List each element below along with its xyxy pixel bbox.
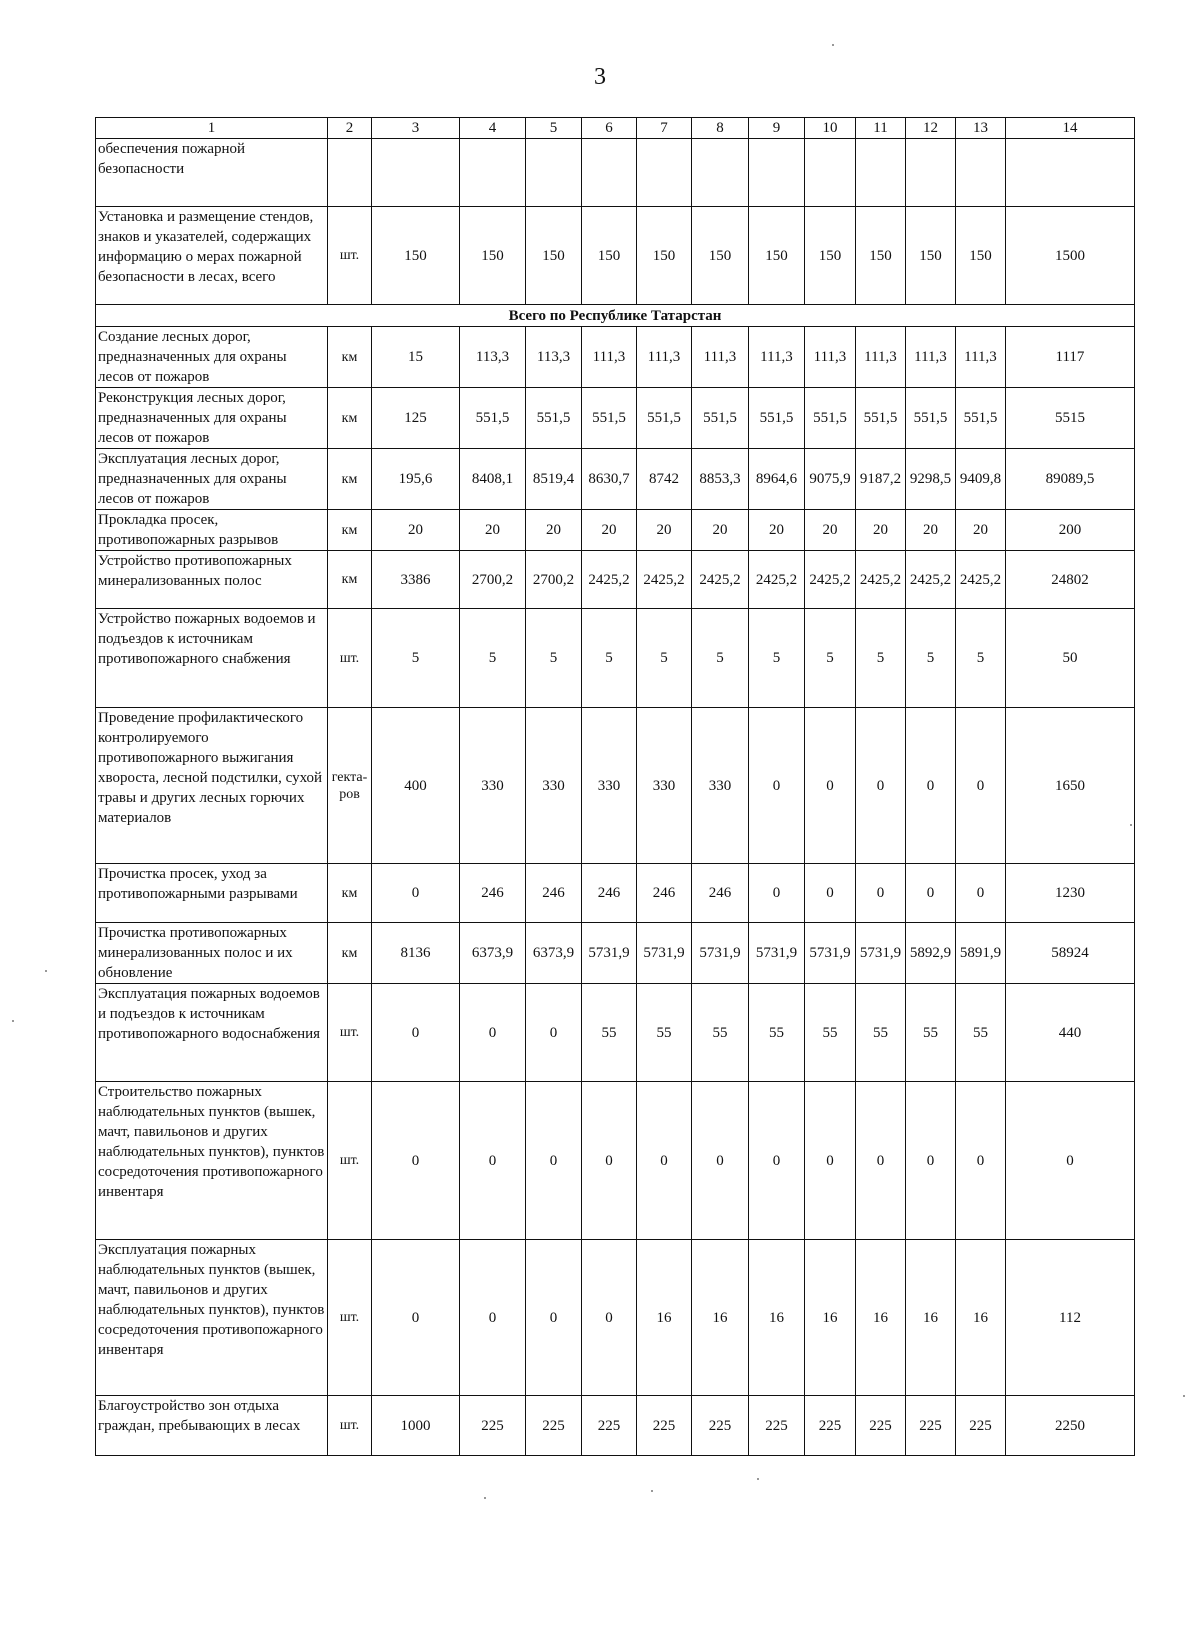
value-cell: 16 (692, 1240, 749, 1396)
value-cell: 20 (805, 510, 856, 551)
value-cell: 16 (749, 1240, 805, 1396)
value-cell: 150 (906, 207, 956, 305)
value-cell: 150 (372, 207, 460, 305)
value-cell: 551,5 (805, 388, 856, 449)
value-cell: 551,5 (692, 388, 749, 449)
column-header: 1 (96, 118, 328, 139)
value-cell: 150 (526, 207, 582, 305)
value-cell: 0 (637, 1082, 692, 1240)
table-row (96, 984, 1135, 1082)
value-cell (749, 139, 805, 207)
value-cell: 113,3 (460, 327, 526, 388)
value-cell: 2425,2 (956, 551, 1006, 609)
value-cell: 5892,9 (906, 923, 956, 984)
value-cell: 20 (582, 510, 637, 551)
total-cell (1006, 139, 1135, 207)
value-cell: 225 (956, 1396, 1006, 1456)
table-row (96, 551, 1135, 609)
value-cell: 246 (460, 864, 526, 923)
value-cell: 8519,4 (526, 449, 582, 510)
value-cell: 246 (692, 864, 749, 923)
column-header: 10 (805, 118, 856, 139)
value-cell: 0 (805, 1082, 856, 1240)
value-cell: 5731,9 (637, 923, 692, 984)
value-cell: 5 (749, 609, 805, 708)
value-cell: 330 (692, 708, 749, 864)
total-cell: 1650 (1006, 708, 1135, 864)
value-cell: 150 (582, 207, 637, 305)
value-cell: 0 (372, 864, 460, 923)
scan-speck (832, 44, 834, 46)
value-cell: 20 (526, 510, 582, 551)
value-cell: 195,6 (372, 449, 460, 510)
table-row (96, 864, 1135, 923)
value-cell (956, 139, 1006, 207)
total-cell: 200 (1006, 510, 1135, 551)
unit-cell: шт. (328, 1240, 372, 1396)
value-cell: 8964,6 (749, 449, 805, 510)
value-cell: 16 (956, 1240, 1006, 1396)
value-cell: 20 (372, 510, 460, 551)
value-cell: 55 (749, 984, 805, 1082)
column-header: 12 (906, 118, 956, 139)
column-header: 14 (1006, 118, 1135, 139)
page-number: 3 (594, 64, 606, 90)
activity-name: Прочистка противопожарных минерализованных полос и их обновление (96, 923, 328, 984)
value-cell: 0 (856, 864, 906, 923)
value-cell: 0 (372, 1082, 460, 1240)
table-row (96, 923, 1135, 984)
unit-cell: шт. (328, 1396, 372, 1456)
value-cell: 246 (526, 864, 582, 923)
unit-cell: шт. (328, 609, 372, 708)
value-cell: 6373,9 (526, 923, 582, 984)
value-cell (372, 139, 460, 207)
value-cell (856, 139, 906, 207)
table-row (96, 327, 1135, 388)
value-cell: 15 (372, 327, 460, 388)
value-cell (526, 139, 582, 207)
value-cell: 0 (460, 984, 526, 1082)
table-row (96, 139, 1135, 207)
total-cell: 89089,5 (1006, 449, 1135, 510)
value-cell: 2700,2 (460, 551, 526, 609)
activity-name: Прочистка просек, уход за противопожарными разрывами (96, 864, 328, 923)
value-cell: 111,3 (582, 327, 637, 388)
value-cell: 111,3 (805, 327, 856, 388)
value-cell: 3386 (372, 551, 460, 609)
value-cell: 5731,9 (856, 923, 906, 984)
value-cell: 330 (637, 708, 692, 864)
value-cell: 0 (526, 1240, 582, 1396)
value-cell: 5 (637, 609, 692, 708)
activity-name: обеспечения пожарной безопасности (96, 139, 328, 207)
column-header: 6 (582, 118, 637, 139)
total-cell: 112 (1006, 1240, 1135, 1396)
value-cell: 0 (956, 864, 1006, 923)
value-cell: 0 (460, 1240, 526, 1396)
value-cell: 2425,2 (805, 551, 856, 609)
value-cell: 16 (805, 1240, 856, 1396)
table-row (96, 1240, 1135, 1396)
value-cell: 5 (526, 609, 582, 708)
value-cell: 5 (692, 609, 749, 708)
value-cell: 16 (856, 1240, 906, 1396)
value-cell: 0 (692, 1082, 749, 1240)
value-cell: 150 (749, 207, 805, 305)
total-cell: 50 (1006, 609, 1135, 708)
unit-cell: км (328, 551, 372, 609)
value-cell: 2425,2 (637, 551, 692, 609)
value-cell: 5731,9 (805, 923, 856, 984)
value-cell: 2425,2 (906, 551, 956, 609)
column-header: 8 (692, 118, 749, 139)
activity-name: Установка и размещение стендов, знаков и указателей, содержащих информацию о мерах пожарной безопасности в лесах, всего (96, 207, 328, 305)
value-cell: 111,3 (956, 327, 1006, 388)
value-cell: 0 (582, 1082, 637, 1240)
column-header: 4 (460, 118, 526, 139)
total-cell: 2250 (1006, 1396, 1135, 1456)
activity-name: Строительство пожарных наблюдательных пунктов (вышек, мачт, павильонов и других наблюдательных пунктов), пунктов сосредоточения противопожарного инвентаря (96, 1082, 328, 1240)
value-cell: 20 (692, 510, 749, 551)
activity-name: Устройство противопожарных минерализованных полос (96, 551, 328, 609)
value-cell: 0 (906, 864, 956, 923)
value-cell (906, 139, 956, 207)
unit-cell: км (328, 510, 372, 551)
value-cell: 125 (372, 388, 460, 449)
value-cell: 225 (692, 1396, 749, 1456)
value-cell: 0 (856, 708, 906, 864)
value-cell: 0 (372, 984, 460, 1082)
value-cell: 5 (906, 609, 956, 708)
column-header: 9 (749, 118, 805, 139)
value-cell: 1000 (372, 1396, 460, 1456)
value-cell: 5891,9 (956, 923, 1006, 984)
table-row (96, 609, 1135, 708)
column-header: 11 (856, 118, 906, 139)
value-cell: 5 (372, 609, 460, 708)
section-title: Всего по Республике Татарстан (96, 305, 1135, 327)
activity-name: Благоустройство зон отдыха граждан, пребывающих в лесах (96, 1396, 328, 1456)
table-row (96, 708, 1135, 864)
value-cell (692, 139, 749, 207)
value-cell: 225 (749, 1396, 805, 1456)
value-cell: 111,3 (906, 327, 956, 388)
scan-speck (45, 970, 47, 972)
column-header: 13 (956, 118, 1006, 139)
activity-name: Устройство пожарных водоемов и подъездов к источникам противопожарного снабжения (96, 609, 328, 708)
value-cell: 225 (805, 1396, 856, 1456)
unit-cell (328, 139, 372, 207)
column-header: 2 (328, 118, 372, 139)
value-cell: 55 (692, 984, 749, 1082)
value-cell: 55 (906, 984, 956, 1082)
header-row (96, 118, 1135, 139)
unit-cell: км (328, 923, 372, 984)
value-cell: 55 (582, 984, 637, 1082)
value-cell: 0 (582, 1240, 637, 1396)
value-cell: 225 (906, 1396, 956, 1456)
column-header: 5 (526, 118, 582, 139)
value-cell: 2425,2 (749, 551, 805, 609)
value-cell: 5 (460, 609, 526, 708)
value-cell: 113,3 (526, 327, 582, 388)
value-cell: 20 (460, 510, 526, 551)
value-cell: 8742 (637, 449, 692, 510)
value-cell: 5 (956, 609, 1006, 708)
value-cell: 246 (637, 864, 692, 923)
unit-cell: шт. (328, 1082, 372, 1240)
table-row (96, 388, 1135, 449)
scan-speck (1130, 824, 1132, 826)
table-row (96, 207, 1135, 305)
value-cell: 2425,2 (692, 551, 749, 609)
activity-name: Эксплуатация пожарных наблюдательных пунктов (вышек, мачт, павильонов и других наблюдательных пунктов), пунктов сосредоточения противопожарного инвентаря (96, 1240, 328, 1396)
total-cell: 440 (1006, 984, 1135, 1082)
value-cell: 150 (460, 207, 526, 305)
value-cell: 330 (526, 708, 582, 864)
section-row (96, 305, 1135, 327)
table-row (96, 1396, 1135, 1456)
value-cell: 111,3 (637, 327, 692, 388)
value-cell: 330 (460, 708, 526, 864)
column-header: 7 (637, 118, 692, 139)
total-cell: 1500 (1006, 207, 1135, 305)
value-cell: 225 (582, 1396, 637, 1456)
total-cell: 1117 (1006, 327, 1135, 388)
value-cell: 551,5 (749, 388, 805, 449)
unit-cell: шт. (328, 984, 372, 1082)
value-cell: 551,5 (637, 388, 692, 449)
value-cell: 551,5 (906, 388, 956, 449)
scan-speck (12, 1020, 14, 1022)
value-cell: 225 (460, 1396, 526, 1456)
value-cell: 9409,8 (956, 449, 1006, 510)
value-cell: 5731,9 (582, 923, 637, 984)
value-cell: 0 (906, 1082, 956, 1240)
value-cell: 0 (372, 1240, 460, 1396)
activity-name: Эксплуатация лесных дорог, предназначенных для охраны лесов от пожаров (96, 449, 328, 510)
value-cell: 5731,9 (692, 923, 749, 984)
value-cell: 111,3 (692, 327, 749, 388)
value-cell: 225 (856, 1396, 906, 1456)
scan-speck (757, 1478, 759, 1480)
table-row (96, 510, 1135, 551)
table-container (95, 117, 1134, 1456)
total-cell: 0 (1006, 1082, 1135, 1240)
value-cell: 551,5 (856, 388, 906, 449)
activity-name: Проведение профилактического контролируемого противопожарного выжигания хвороста, лесной подстилки, сухой травы и других лесных горючих материалов (96, 708, 328, 864)
value-cell: 2700,2 (526, 551, 582, 609)
column-header: 3 (372, 118, 460, 139)
value-cell: 55 (637, 984, 692, 1082)
value-cell: 20 (956, 510, 1006, 551)
total-cell: 1230 (1006, 864, 1135, 923)
value-cell: 111,3 (749, 327, 805, 388)
value-cell: 330 (582, 708, 637, 864)
value-cell (460, 139, 526, 207)
value-cell (637, 139, 692, 207)
scan-speck (484, 1497, 486, 1499)
scan-speck (1183, 1395, 1185, 1397)
value-cell: 150 (805, 207, 856, 305)
value-cell: 0 (749, 864, 805, 923)
value-cell: 150 (956, 207, 1006, 305)
unit-cell: км (328, 388, 372, 449)
value-cell: 5 (805, 609, 856, 708)
value-cell: 8853,3 (692, 449, 749, 510)
value-cell: 0 (805, 708, 856, 864)
value-cell: 246 (582, 864, 637, 923)
value-cell: 0 (749, 708, 805, 864)
value-cell: 6373,9 (460, 923, 526, 984)
value-cell: 551,5 (526, 388, 582, 449)
value-cell: 20 (906, 510, 956, 551)
unit-cell: гекта-ров (328, 708, 372, 864)
value-cell: 225 (637, 1396, 692, 1456)
value-cell: 2425,2 (856, 551, 906, 609)
activity-name: Прокладка просек, противопожарных разрывов (96, 510, 328, 551)
value-cell: 0 (856, 1082, 906, 1240)
activity-name: Реконструкция лесных дорог, предназначенных для охраны лесов от пожаров (96, 388, 328, 449)
activity-name: Эксплуатация пожарных водоемов и подъездов к источникам противопожарного водоснабжения (96, 984, 328, 1082)
unit-cell: км (328, 327, 372, 388)
total-cell: 24802 (1006, 551, 1135, 609)
value-cell: 0 (906, 708, 956, 864)
value-cell: 8630,7 (582, 449, 637, 510)
value-cell (805, 139, 856, 207)
value-cell: 0 (526, 984, 582, 1082)
value-cell: 20 (749, 510, 805, 551)
unit-cell: км (328, 864, 372, 923)
data-table (95, 117, 1135, 1456)
value-cell: 5 (856, 609, 906, 708)
total-cell: 58924 (1006, 923, 1135, 984)
value-cell: 2425,2 (582, 551, 637, 609)
value-cell: 0 (749, 1082, 805, 1240)
value-cell: 55 (805, 984, 856, 1082)
value-cell: 150 (637, 207, 692, 305)
unit-cell: шт. (328, 207, 372, 305)
value-cell: 0 (526, 1082, 582, 1240)
value-cell: 8136 (372, 923, 460, 984)
value-cell: 16 (906, 1240, 956, 1396)
value-cell: 8408,1 (460, 449, 526, 510)
value-cell: 0 (805, 864, 856, 923)
value-cell: 20 (637, 510, 692, 551)
value-cell: 5731,9 (749, 923, 805, 984)
table-row (96, 449, 1135, 510)
value-cell: 551,5 (582, 388, 637, 449)
value-cell: 55 (856, 984, 906, 1082)
value-cell: 0 (956, 1082, 1006, 1240)
value-cell: 150 (692, 207, 749, 305)
value-cell: 9075,9 (805, 449, 856, 510)
value-cell (582, 139, 637, 207)
value-cell: 55 (956, 984, 1006, 1082)
value-cell: 551,5 (460, 388, 526, 449)
total-cell: 5515 (1006, 388, 1135, 449)
unit-cell: км (328, 449, 372, 510)
value-cell: 400 (372, 708, 460, 864)
value-cell: 0 (460, 1082, 526, 1240)
value-cell: 111,3 (856, 327, 906, 388)
value-cell: 9187,2 (856, 449, 906, 510)
value-cell: 16 (637, 1240, 692, 1396)
table-row (96, 1082, 1135, 1240)
value-cell: 150 (856, 207, 906, 305)
value-cell: 20 (856, 510, 906, 551)
scan-speck (651, 1490, 653, 1492)
value-cell: 551,5 (956, 388, 1006, 449)
activity-name: Создание лесных дорог, предназначенных для охраны лесов от пожаров (96, 327, 328, 388)
value-cell: 5 (582, 609, 637, 708)
value-cell: 0 (956, 708, 1006, 864)
value-cell: 9298,5 (906, 449, 956, 510)
value-cell: 225 (526, 1396, 582, 1456)
